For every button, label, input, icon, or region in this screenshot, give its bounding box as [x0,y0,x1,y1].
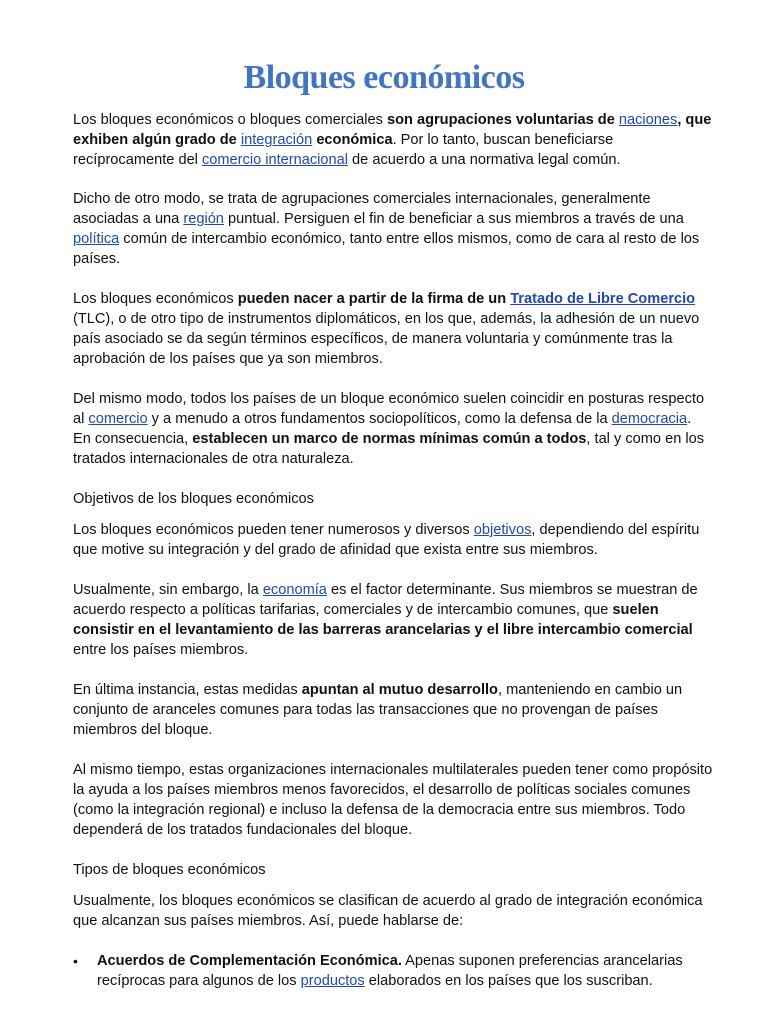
document-title: Bloques económicos [243,59,525,96]
link-naciones[interactable]: naciones [618,112,678,128]
bold-text: suelen consistir en el levantamiento de las barreras arancelarias y el libre intercambio comercial [73,602,693,638]
bold-text: son agrupaciones voluntarias de [386,112,619,128]
text: . En consecuencia, [73,411,692,447]
text: , manteniendo en cambio un conjunto de aranceles comunes para todas las transacciones que no provengan de países miembros del bloque. [73,682,683,738]
text: Usualmente, sin embargo, la [73,582,263,598]
text: , tal y como en los tratados internacionales de otra naturaleza. [73,431,705,467]
text: entre los países miembros. [73,642,249,658]
text: y a menudo a otros fundamentos sociopolíticos, como la defensa de la [147,411,612,427]
link-politica[interactable]: política [73,231,120,247]
link-democracia[interactable]: democracia [611,411,688,427]
bold-text: económica [312,132,393,148]
text: Del mismo modo, todos los países de un bloque económico suelen coincidir en posturas respecto al [73,391,705,427]
bold-text: establecen un marco de normas mínimas común a todos [192,431,587,447]
bold-text: pueden nacer a partir de la firma de un [237,291,511,307]
link-comercio-internacional[interactable]: comercio internacional [201,152,348,168]
text: Los bloques económicos o bloques comerciales [73,112,387,128]
heading-objetivos: Objetivos de los bloques económicos [73,491,314,507]
link-comercio[interactable]: comercio [88,411,148,427]
document-body [73,110,713,991]
text: En última instancia, estas medidas [73,682,302,698]
paragraph-objectives [73,520,713,560]
paragraph-types-intro: Usualmente, los bloques económicos se clasifican de acuerdo al grado de integración económica que alcanzan sus países miembros. Así, puede hablarse de: [73,893,703,929]
paragraph-intro [73,110,713,170]
bold-text: apuntan al mutuo desarrollo [301,682,498,698]
text: , dependiendo del espíritu que motive su integración y del grado de afinidad que exista entre sus miembros. [73,522,700,558]
text: elaborados en los países que los suscriban. [364,973,653,989]
text: Los bloques económicos [73,291,238,307]
paragraph-development [73,680,713,740]
link-productos[interactable]: productos [300,973,365,989]
bold-text: , que exhiben algún grado de [73,112,712,148]
text: puntual. Persiguen el fin de beneficiar a sus miembros a través de una [223,211,684,227]
list-item [73,951,713,991]
text: Dicho de otro modo, se trata de agrupaciones comerciales internacionales, generalmente asociadas a una [73,191,651,227]
link-economia[interactable]: economía [262,582,327,598]
paragraph-economy [73,580,713,660]
paragraph-origin [73,289,713,369]
text: común de intercambio económico, tanto entre ellos mismos, como de cara al resto de los países. [73,231,700,267]
paragraph-purpose: Al mismo tiempo, estas organizaciones internacionales multilaterales pueden tener como propósito la ayuda a los países miembros menos favorecidos, el desarrollo de políticas sociales comunes (como la integración regional) e incluso la defensa de la democracia entre sus miembros. Todo dependerá de los tratados fundacionales del bloque. [73,762,713,838]
paragraph-postures [73,389,713,469]
link-integracion[interactable]: integración [240,132,313,148]
text: (TLC), o de otro tipo de instrumentos diplomáticos, en los que, además, la adhesión de un nuevo país asociado se da según términos específicos, de manera voluntaria y comúnmente tras la aprobación de los países que ya son miembros. [73,311,700,367]
link-objetivos[interactable]: objetivos [473,522,532,538]
link-tratado-libre-comercio[interactable]: Tratado de Libre Comercio [510,291,696,307]
bold-text: Acuerdos de Complementación Económica. [97,953,402,969]
text: Apenas suponen preferencias arancelarias recíprocas para algunos de los [97,953,683,989]
bullet-icon: • [73,953,78,969]
text: . Por lo tanto, buscan beneficiarse recíprocamente del [73,132,614,168]
text: Los bloques económicos pueden tener numerosos y diversos [73,522,474,538]
heading-tipos: Tipos de bloques económicos [73,862,266,878]
paragraph-definition [73,189,713,269]
text: de acuerdo a una normativa legal común. [348,152,621,168]
types-list [73,951,713,991]
link-region[interactable]: región [183,211,224,227]
text: es el factor determinante. Sus miembros se muestran de acuerdo respecto a políticas tarifarias, comerciales y de intercambio comunes, que [73,582,698,618]
